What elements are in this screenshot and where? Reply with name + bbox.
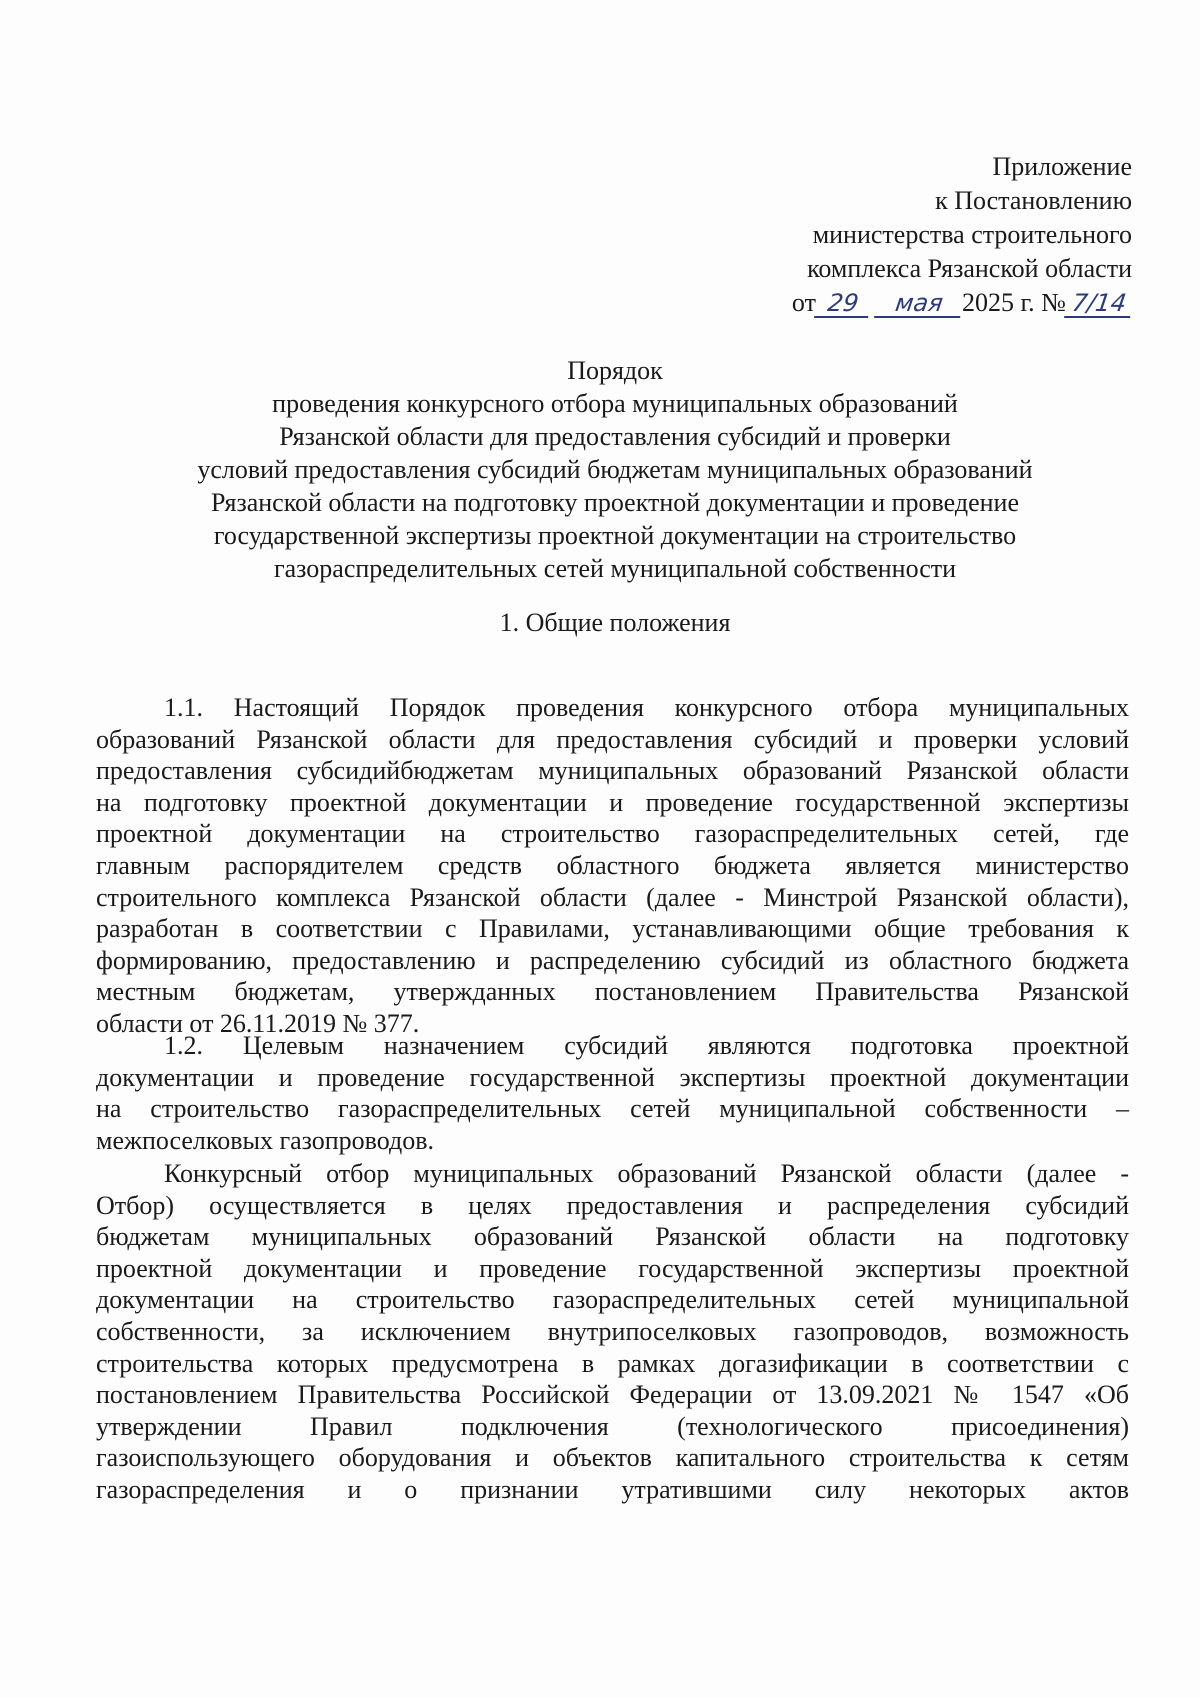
title-line: газораспределительных сетей муниципальной собственности [273, 554, 957, 583]
paragraph-1-1 [96, 692, 1129, 1040]
paragraph-1-2 [96, 1030, 1129, 1156]
text-line: бюджетам муниципальных образований Рязанской области на подготовку [96, 1222, 1129, 1252]
text-line: постановлением Правительства Российской Федерации от 13.09.2021 № 1547 «Об [96, 1380, 1129, 1410]
handwritten-day: 29 [814, 290, 872, 318]
title-line: Рязанской области на подготовку проектной документации и проведение [211, 488, 1019, 517]
document-title [90, 354, 1140, 585]
text-line: 1.1. Настоящий Порядок проведения конкурсного отбора муниципальных [164, 693, 1129, 722]
header-line-appendix: Приложение [992, 152, 1132, 181]
text-line: газоиспользующего оборудования и объектов капитального строительства к сетям [96, 1443, 1129, 1473]
text-line: документации и проведение государственной экспертизы проектной документации [96, 1062, 1129, 1092]
title-line: Рязанской области для предоставления субсидий и проверки [279, 422, 951, 451]
text-line: на строительство газораспределительных сетей муниципальной собственности – [96, 1094, 1129, 1124]
text-line: строительного комплекса Рязанской области (далее - Минстрой Рязанской области), [96, 882, 1129, 912]
text-line: собственности, за исключением внутрипоселковых газопроводов, возможность [96, 1316, 1129, 1346]
text-line: области от 26.11.2019 № 377. [96, 1008, 420, 1038]
text-line: проектной документации и проведение государственной экспертизы проектной [96, 1253, 1129, 1283]
appendix-header [572, 150, 1132, 320]
text-line: строительства которых предусмотрена в рамках догазификации в соответствии с [96, 1348, 1129, 1378]
text-line: газораспределения и о признании утратившими силу некоторых актов [96, 1474, 1129, 1504]
title-line: условий предоставления субсидий бюджетам муниципальных образований [197, 455, 1033, 484]
header-line-complex: комплекса Рязанской области [807, 254, 1132, 283]
handwritten-month: мая [874, 290, 964, 318]
text-line: Конкурсный отбор муниципальных образований Рязанской области (далее - [164, 1159, 1129, 1188]
text-line: формированию, предоставлению и распределению субсидий из областного бюджета [96, 945, 1129, 975]
date-prefix: от [791, 288, 816, 317]
date-year: 2025 г. № [961, 288, 1066, 317]
text-line: межпоселковых газопроводов. [96, 1125, 435, 1155]
handwritten-doc-number: 7/14 [1064, 290, 1134, 318]
section-heading-general: 1. Общие положения [499, 608, 731, 637]
title-line: государственной экспертизы проектной документации на строительство [213, 521, 1017, 550]
text-line: 1.2. Целевым назначением субсидий являются подготовка проектной [164, 1031, 1129, 1060]
header-line-resolution: к Постановлению [935, 186, 1132, 215]
text-line: образований Рязанской области для предоставления субсидий и проверки условий [96, 724, 1129, 754]
text-line: разработан в соответствии с Правилами, устанавливающими общие требования к [96, 914, 1129, 944]
paragraph-selection [96, 1158, 1129, 1506]
header-line-ministry: министерства строительного [812, 220, 1132, 249]
text-line: местным бюджетам, утвержданных постановлением Правительства Рязанской [96, 977, 1129, 1007]
title-line: проведения конкурсного отбора муниципальных образований [272, 389, 958, 418]
text-line: предоставления субсидийбюджетам муниципальных образований Рязанской области [96, 756, 1129, 786]
header-date-line [572, 286, 1132, 320]
text-line: Отбор) осуществляется в целях предоставления и распределения субсидий [96, 1190, 1129, 1220]
text-line: проектной документации на строительство газораспределительных сетей, где [96, 819, 1129, 849]
text-line: документации на строительство газораспределительных сетей муниципальной [96, 1285, 1129, 1315]
text-line: на подготовку проектной документации и проведение государственной экспертизы [96, 787, 1129, 817]
title-line: Порядок [567, 356, 663, 385]
text-line: утверждении Правил подключения (технологического присоединения) [96, 1411, 1129, 1441]
text-line: главным распорядителем средств областного бюджета является министерство [96, 850, 1129, 880]
